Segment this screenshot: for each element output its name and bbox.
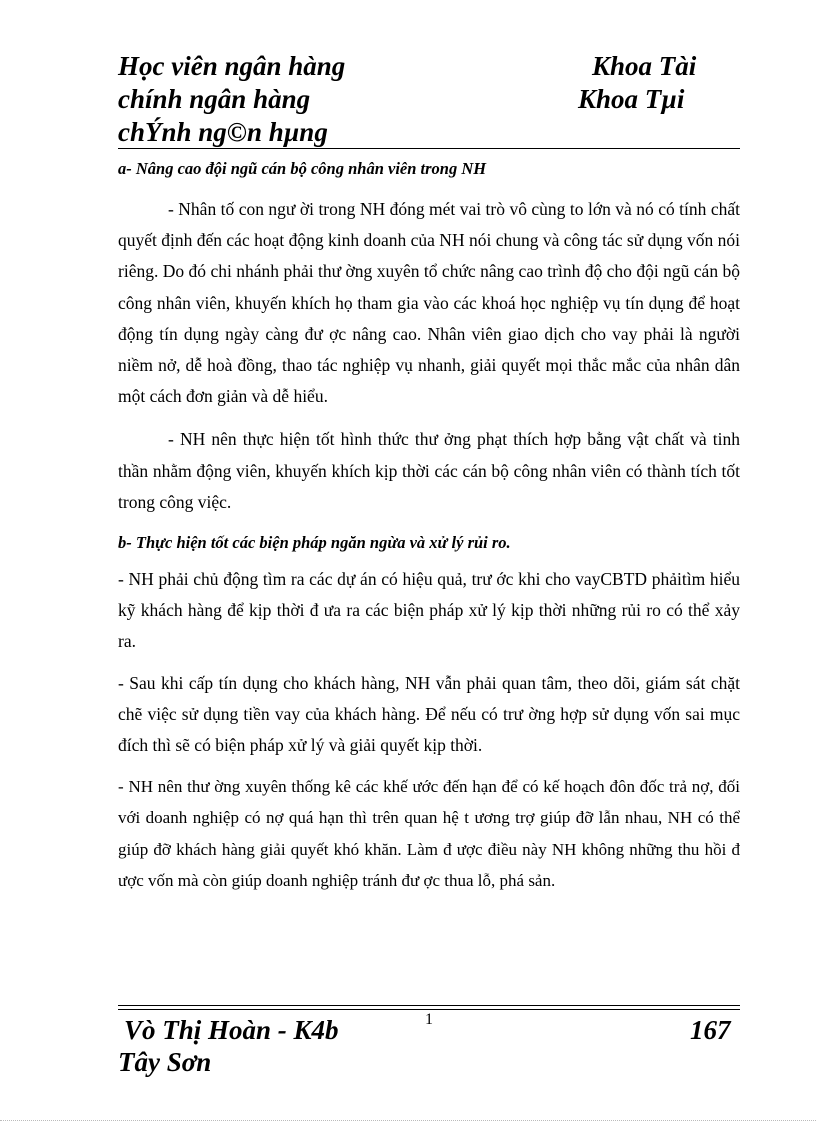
header-rule [118, 148, 740, 149]
section-a-title: a- Nâng cao đội ngũ cán bộ công nhân viên trong NH [118, 159, 487, 178]
document-body [118, 158, 740, 896]
header-right-line1: Khoa Tài [592, 51, 697, 81]
page-bottom-dotted-line [0, 1120, 816, 1121]
footer-page-small: 1 [425, 1011, 433, 1028]
header-left-line1: Học viên ngân hàng [118, 51, 346, 81]
section-b-paragraph-3: - NH nên thư ờng xuyên thống kê các khế ước đến hạn để có kế hoạch đôn đốc trả nợ, đối với doanh nghiệp có nợ quá hạn thì trên quan hệ t ương trợ giúp đỡ lẫn nhau, NH có thể giúp đỡ khách hàng giải quyết khó khăn. Làm đ ược điều này NH không những thu hồi đ ược vốn mà còn giúp doanh nghiệp tránh đư ợc thua lỗ, phá sản. [118, 777, 740, 890]
section-b-paragraph-1: - NH phải chủ động tìm ra các dự án có hiệu quả, trư ớc khi cho vayCBTD phảitìm hiểu kỹ khách hàng để kịp thời đ ưa ra các biện pháp xử lý kịp thời những rủi ro có thể xảy ra. [118, 569, 740, 652]
section-a-paragraph-1: - Nhân tố con ngư ời trong NH đóng mét vai trò vô cùng to lớn và nó có tính chất quyết định đến các hoạt động kinh doanh của NH nói chung và công tác sử dụng vốn nói riêng. Do đó chi nhánh phải thư ờng xuyên tổ chức nâng cao trình độ cho đội ngũ cán bộ công nhân viên, khuyến khích họ tham gia vào các khoá học nghiệp vụ tín dụng để hoạt động tín dụng ngày càng đư ợc nâng cao. Nhân viên giao dịch cho vay phải là người niềm nở, dễ hoà đồng, thao tác nghiệp vụ nhanh, giải quyết mọi thắc mắc của nhân dân một cách đơn giản và dễ hiểu. [118, 199, 740, 407]
section-b-title: b- Thực hiện tốt các biện pháp ngăn ngừa và xử lý rủi ro. [118, 533, 511, 553]
section-a-paragraph-2: - NH nên thực hiện tốt hình thức thư ởng phạt thích hợp bằng vật chất và tinh thần nhằm động viên, khuyến khích kịp thời các cán bộ công nhân viên có thành tích tốt trong công việc. [118, 429, 740, 512]
header-right-line2: Khoa Tµi [578, 84, 685, 114]
footer-author-line1: Vò Thị Hoàn - K4b [124, 1015, 339, 1045]
footer-page-number: 167 [690, 1015, 731, 1045]
footer-author-line2: Tây Sơn [118, 1047, 212, 1077]
header-left-line2: chính ngân hàng [118, 84, 311, 114]
section-b-paragraph-2: - Sau khi cấp tín dụng cho khách hàng, NH vẫn phải quan tâm, theo dõi, giám sát chặt chẽ việc sử dụng tiền vay của khách hàng. Để nếu có trư ờng hợp sử dụng vốn sai mục đích thì sẽ có biện pháp xử lý và giải quyết kịp thời. [118, 672, 740, 756]
footer-rule [118, 1005, 740, 1010]
header-left-line3: chÝnh ng©n hµng [118, 117, 328, 147]
